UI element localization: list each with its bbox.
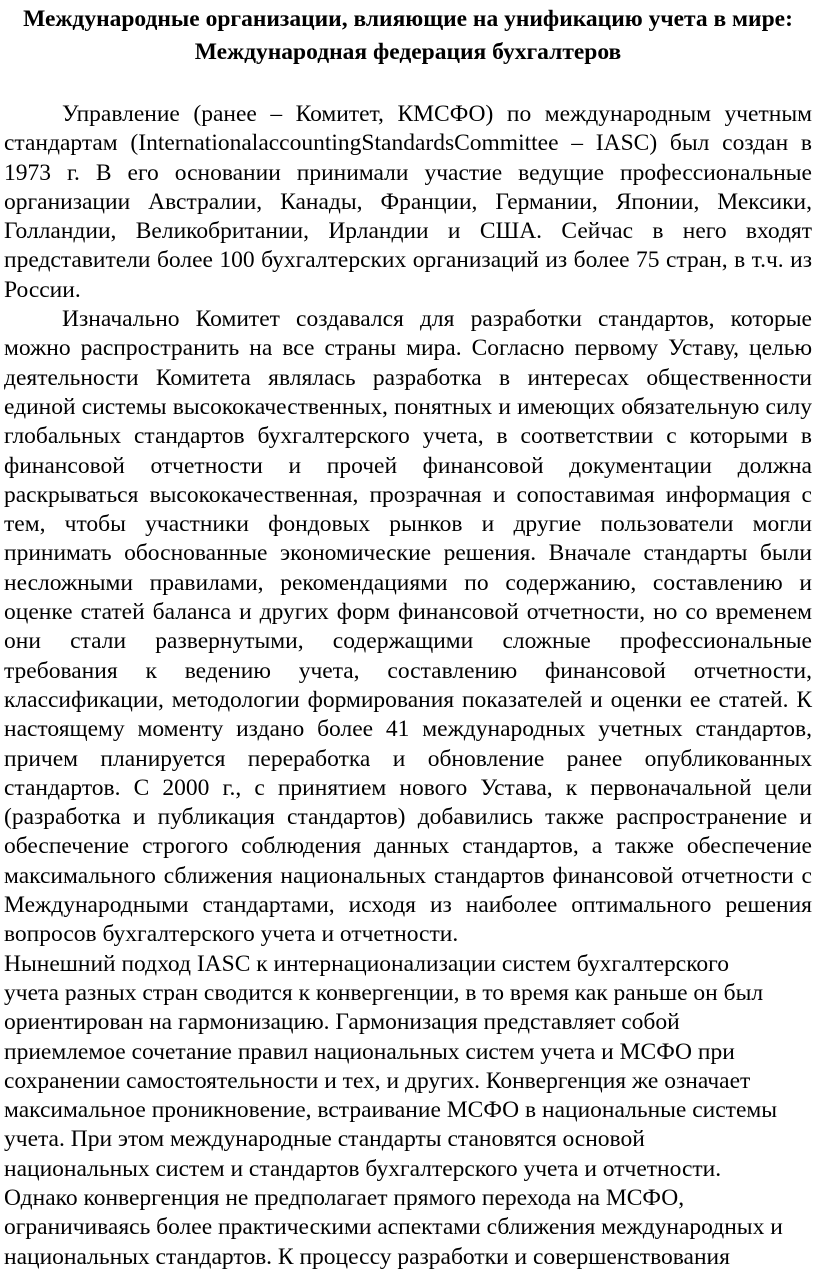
paragraph-line: Нынешний подход IASC к интернационализации систем бухгалтерского [4,950,729,977]
paragraph-line: национальных стандартов. К процессу разработки и совершенствования [4,1243,730,1270]
title-line-2: Международная федерация бухгалтеров [194,39,622,65]
title-line-1: Международные организации, влияющие на унификацию учета в мире: [23,6,793,32]
paragraph-convergence [4,950,812,1272]
paragraph-line: ориентирован на гармонизацию. Гармонизация представляет собой [4,1009,680,1036]
title-spacer [4,69,812,100]
paragraph-line: сохранении самостоятельности и тех, и других. Конвергенция же означает [4,1067,751,1094]
paragraph-line: учета разных стран сводится к конвергенции, в то время как раньше он был [4,979,764,1006]
paragraph-iasc-history: Управление (ранее – Комитет, КМСФО) по международным учетным стандартам (InternationalaccountingStandardsCommittee – IASC) был создан в 1973 г. В его основании принимали участие ведущие профессиональные организации Австралии, Канады, Франции, Германии, Японии, Мексики, Голландии, Великобритании, Ирландии и США. Сейчас в него входят представители более 100 бухгалтерских организаций из более 75 стран, в т.ч. из России. [4,101,812,303]
paragraph-line: максимальное проникновение, встраивание МСФО в национальные системы [4,1097,778,1124]
document-title [4,3,812,69]
paragraph-line: приемлемое сочетание правил национальных систем учета и МСФО при [4,1038,735,1065]
paragraph-line: Однако конвергенция не предполагает прямого перехода на МСФО, [4,1184,685,1211]
paragraph-line: учета. При этом международные стандарты становятся основой [4,1126,645,1153]
paragraph-line: национальных систем и стандартов бухгалтерского учета и отчетности. [4,1155,722,1182]
paragraph-line: ограничиваясь более практическими аспектами сближения международных и [4,1214,783,1241]
paragraph-committee-purpose: Изначально Комитет создавался для разработки стандартов, которые можно распространить на все страны мира. Согласно первому Уставу, целью деятельности Комитета являлась разработка в интересах общественности единой системы высококачественных, понятных и имеющих обязательную силу глобальных стандартов бухгалтерского учета, в соответствии с которыми в финансовой отчетности и прочей финансовой документации должна раскрываться высококачественная, прозрачная и сопоставимая информация с тем, чтобы участники фондовых рынков и другие пользователи могли принимать обоснованные экономические решения. Вначале стандарты были несложными правилами, рекомендациями по содержанию, составлению и оценке статей баланса и других форм финансовой отчетности, но со временем они стали развернутыми, содержащими сложные профессиональные требования к ведению учета, составлению финансовой отчетности, классификации, методологии формирования показателей и оценки ее статей. К настоящему моменту издано более 41 международных учетных стандартов, причем планируется переработка и обновление ранее опубликованных стандартов. С 2000 г., с принятием нового Устава, к первоначальной цели (разработка и публикация стандартов) добавились также распространение и обеспечение строгого соблюдения данных стандартов, а также обеспечение максимального сближения национальных стандартов финансовой отчетности с Международными стандартами, исходя из наиболее оптимального решения вопросов бухгалтерского учета и отчетности. [4,306,812,948]
